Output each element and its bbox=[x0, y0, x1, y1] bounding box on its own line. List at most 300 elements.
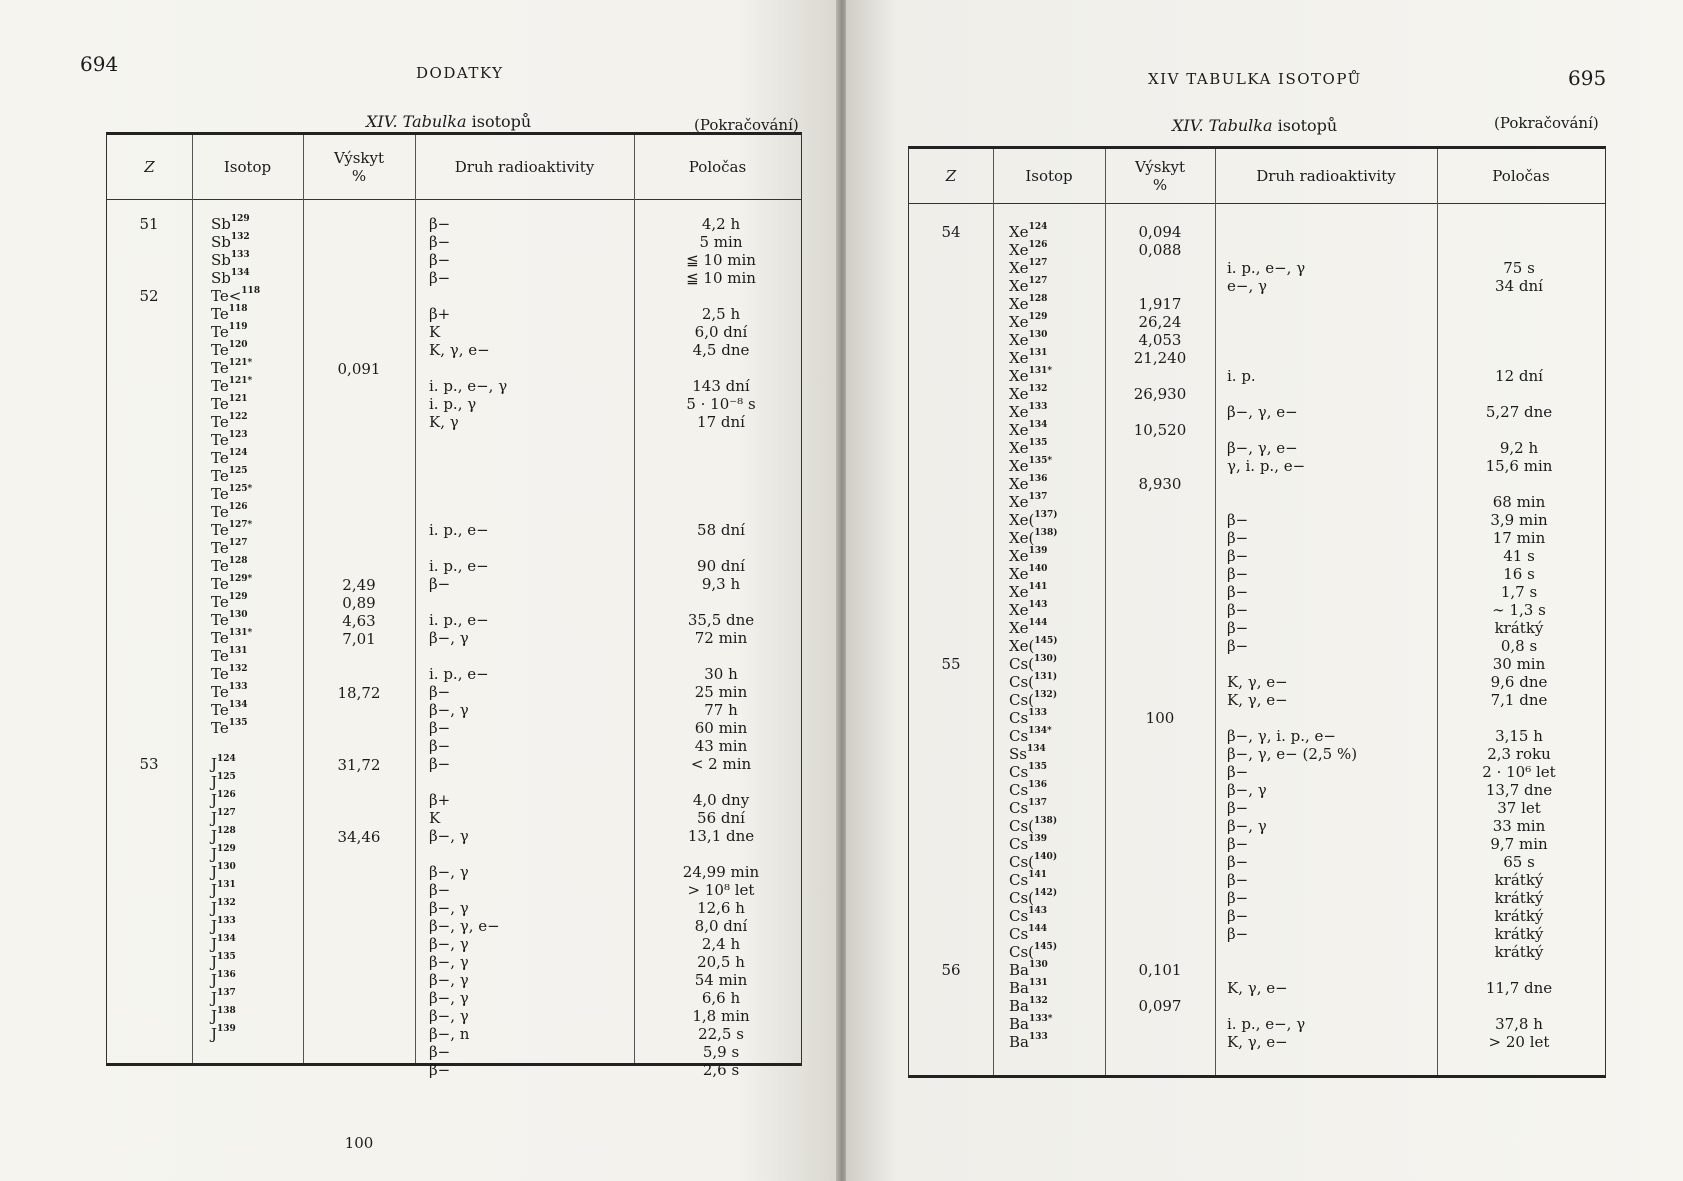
z-cell bbox=[119, 413, 179, 431]
mass-number: 127* bbox=[228, 520, 253, 530]
z-cell bbox=[921, 547, 981, 565]
z-cell bbox=[119, 539, 179, 557]
halflife-cell: 5,9 s bbox=[702, 1043, 740, 1061]
mass-number: 126 bbox=[217, 790, 236, 800]
mass-number: 118 bbox=[228, 304, 248, 314]
occurrence-cell bbox=[1109, 727, 1211, 745]
z-cell bbox=[921, 439, 981, 457]
halflife-cell: 8,0 dní bbox=[694, 917, 748, 935]
isotope-cell bbox=[211, 413, 301, 431]
isotope-cell bbox=[1009, 295, 1103, 313]
isotope-cell bbox=[211, 863, 301, 881]
z-cell bbox=[119, 773, 179, 791]
isotope-cell bbox=[211, 683, 301, 701]
halflife-cell: 2,4 h bbox=[701, 935, 741, 953]
isotope-symbol: Xe bbox=[1009, 457, 1029, 475]
decay-cell: β−, γ bbox=[429, 701, 469, 719]
z-cell bbox=[921, 259, 981, 277]
decay-cell: β− bbox=[429, 755, 451, 773]
halflife-cell: krátký bbox=[1494, 925, 1544, 943]
isotope-cell bbox=[1009, 547, 1103, 565]
isotope-cell bbox=[1009, 277, 1103, 295]
occurrence-cell: 4,63 bbox=[342, 612, 376, 630]
isotope-cell bbox=[211, 629, 301, 647]
isotope-cell bbox=[1009, 1033, 1103, 1051]
isotope-cell bbox=[1009, 853, 1103, 871]
occurrence-cell bbox=[1109, 871, 1211, 889]
decay-cell: β−, γ, e− bbox=[429, 917, 500, 935]
isotope-symbol: Te bbox=[211, 665, 229, 683]
column-divider bbox=[303, 135, 304, 1063]
occurrence-cell bbox=[1109, 547, 1211, 565]
decay-cell: β− bbox=[429, 719, 451, 737]
decay-column bbox=[429, 215, 629, 1079]
isotope-symbol: Ba bbox=[1009, 1033, 1029, 1051]
decay-cell bbox=[1227, 997, 1433, 1015]
occurrence-cell bbox=[307, 775, 411, 793]
halflife-cell: 5,27 dne bbox=[1485, 403, 1553, 421]
mass-number: 131 bbox=[1028, 978, 1048, 988]
mass-number: 139 bbox=[217, 1024, 236, 1034]
decay-cell: β− bbox=[1227, 601, 1249, 619]
occurrence-cell bbox=[1109, 1015, 1211, 1033]
continued-label: (Pokračování) bbox=[694, 116, 799, 134]
halflife-cell: 35,5 dne bbox=[687, 611, 755, 629]
isotope-cell bbox=[1009, 709, 1103, 727]
occurrence-cell: 0,094 bbox=[1138, 223, 1182, 241]
occurrence-cell bbox=[1109, 691, 1211, 709]
mass-number: 133 bbox=[1028, 708, 1047, 718]
isotope-cell bbox=[211, 377, 301, 395]
occurrence-cell bbox=[1109, 853, 1211, 871]
isotope-cell bbox=[211, 251, 301, 269]
isotope-symbol: Te bbox=[211, 305, 229, 323]
isotope-cell bbox=[1009, 331, 1103, 349]
occurrence-cell bbox=[307, 1117, 411, 1135]
isotope-cell bbox=[1009, 511, 1103, 529]
halflife-cell bbox=[1449, 997, 1589, 1015]
isotope-table bbox=[106, 132, 802, 1152]
halflife-cell: 6,6 h bbox=[701, 989, 741, 1007]
mass-number: 129 bbox=[217, 844, 236, 854]
mass-number: 131* bbox=[1028, 366, 1053, 376]
isotope-symbol: J bbox=[211, 809, 218, 827]
z-cell bbox=[921, 493, 981, 511]
halflife-column bbox=[651, 215, 791, 1079]
occurrence-cell bbox=[1109, 745, 1211, 763]
z-cell: 53 bbox=[139, 755, 159, 773]
mass-number: 135 bbox=[1028, 438, 1048, 448]
halflife-cell: 2,5 h bbox=[701, 305, 741, 323]
isotope-symbol: Te bbox=[211, 611, 229, 629]
isotope-symbol: Te bbox=[211, 593, 229, 611]
isotope-symbol: Ba bbox=[1009, 961, 1029, 979]
mass-number: 127 bbox=[217, 808, 236, 818]
mass-number: 133 bbox=[1028, 1032, 1048, 1042]
occurrence-cell bbox=[307, 739, 411, 757]
decay-cell bbox=[429, 539, 629, 557]
mass-number: 137 bbox=[1028, 798, 1047, 808]
halflife-cell: 4,2 h bbox=[701, 215, 741, 233]
occurrence-cell bbox=[1109, 529, 1211, 547]
decay-cell: β− bbox=[1227, 511, 1249, 529]
decay-cell: β− bbox=[1227, 583, 1249, 601]
z-cell bbox=[119, 503, 179, 521]
running-head: DODATKY bbox=[416, 64, 504, 82]
mass-number: 131) bbox=[1034, 672, 1058, 682]
occurrence-cell bbox=[307, 523, 411, 541]
mass-number: 124 bbox=[1028, 222, 1048, 232]
isotope-cell bbox=[1009, 943, 1103, 961]
occurrence-cell bbox=[307, 235, 411, 253]
mass-number: 136 bbox=[1028, 474, 1048, 484]
decay-cell: i. p., e−, γ bbox=[429, 377, 508, 395]
occurrence-cell bbox=[1109, 655, 1211, 673]
isotope-symbol: Te bbox=[211, 647, 229, 665]
table-caption bbox=[366, 112, 531, 131]
isotope-symbol: Xe bbox=[1009, 295, 1029, 313]
isotope-cell bbox=[1009, 907, 1103, 925]
isotope-symbol: Te bbox=[211, 629, 229, 647]
isotope-cell bbox=[1009, 655, 1103, 673]
isotope-symbol: J bbox=[211, 971, 218, 989]
z-cell bbox=[921, 817, 981, 835]
z-cell bbox=[119, 557, 179, 575]
decay-cell: K, γ, e− bbox=[429, 341, 490, 359]
decay-cell: β−, γ bbox=[429, 989, 469, 1007]
z-cell bbox=[119, 593, 179, 611]
halflife-cell bbox=[1449, 961, 1589, 979]
mass-number: 134 bbox=[217, 934, 236, 944]
column-divider bbox=[415, 135, 416, 1063]
occurrence-cell bbox=[307, 721, 411, 739]
occurrence-cell: 0,89 bbox=[342, 594, 376, 612]
isotope-cell bbox=[211, 521, 301, 539]
occurrence-cell bbox=[1109, 259, 1211, 277]
halflife-cell: > 20 let bbox=[1488, 1033, 1550, 1051]
decay-cell bbox=[1227, 475, 1433, 493]
table-caption bbox=[1172, 116, 1337, 135]
isotope-cell bbox=[211, 917, 301, 935]
mass-number: 127 bbox=[1028, 258, 1048, 268]
halflife-cell: 37,8 h bbox=[1495, 1015, 1543, 1033]
isotope-cell bbox=[211, 953, 301, 971]
halflife-cell: 56 dní bbox=[697, 809, 745, 827]
isotope-symbol: Sb bbox=[211, 251, 231, 269]
halflife-cell: 16 s bbox=[1503, 565, 1535, 583]
decay-cell bbox=[429, 647, 629, 665]
mass-number: 139 bbox=[1028, 546, 1048, 556]
halflife-cell: 68 min bbox=[1492, 493, 1546, 511]
occurrence-cell: 7,01 bbox=[342, 630, 376, 648]
mass-number: 120 bbox=[228, 340, 248, 350]
occurrence-cell bbox=[307, 1027, 411, 1045]
decay-cell: i. p., e−, γ bbox=[1227, 259, 1306, 277]
mass-number: 133 bbox=[228, 682, 248, 692]
isotope-cell bbox=[211, 269, 301, 287]
decay-cell bbox=[1227, 223, 1433, 241]
mass-number: 132 bbox=[1028, 384, 1048, 394]
decay-cell: β− bbox=[1227, 547, 1249, 565]
isotope-symbol: Sb bbox=[211, 233, 231, 251]
decay-cell bbox=[429, 503, 629, 521]
occurrence-cell bbox=[307, 451, 411, 469]
z-cell bbox=[119, 917, 179, 935]
mass-number: 131 bbox=[217, 880, 236, 890]
decay-cell: i. p., e− bbox=[429, 611, 489, 629]
isotope-symbol: Ba bbox=[1009, 997, 1029, 1015]
halflife-cell bbox=[1449, 709, 1589, 727]
mass-number: 130 bbox=[1028, 960, 1048, 970]
isotope-symbol: Te bbox=[211, 359, 229, 377]
isotope-symbol: J bbox=[211, 917, 218, 935]
occurrence-cell bbox=[307, 325, 411, 343]
header-decay: Druh radioaktivity bbox=[1256, 167, 1396, 185]
isotope-symbol: Te bbox=[211, 413, 229, 431]
isotope-symbol: Xe bbox=[1009, 259, 1029, 277]
isotope-symbol: Cs( bbox=[1009, 655, 1035, 673]
isotope-symbol: Xe( bbox=[1009, 637, 1035, 655]
isotope-symbol: Cs( bbox=[1009, 817, 1035, 835]
isotope-cell bbox=[211, 485, 301, 503]
halflife-cell: 43 min bbox=[694, 737, 748, 755]
decay-cell: β− bbox=[429, 737, 451, 755]
header-halflife: Poločas bbox=[688, 158, 747, 176]
occurrence-cell bbox=[1109, 907, 1211, 925]
halflife-cell bbox=[651, 359, 791, 377]
decay-cell: β− bbox=[1227, 619, 1249, 637]
occurrence-cell: 34,46 bbox=[337, 828, 381, 846]
decay-cell bbox=[429, 359, 629, 377]
halflife-cell: 3,9 min bbox=[1490, 511, 1548, 529]
decay-cell: β+ bbox=[429, 791, 451, 809]
halflife-column bbox=[1449, 223, 1589, 1051]
header-halflife: Poločas bbox=[1492, 167, 1550, 185]
halflife-cell: < 2 min bbox=[690, 755, 752, 773]
caption-word: Tabulka bbox=[1208, 116, 1273, 135]
z-cell bbox=[921, 1015, 981, 1033]
halflife-cell bbox=[651, 647, 791, 665]
decay-cell: K, γ, e− bbox=[1227, 1033, 1288, 1051]
isotope-cell bbox=[1009, 439, 1103, 457]
mass-number: 137 bbox=[1028, 492, 1048, 502]
z-cell bbox=[921, 925, 981, 943]
halflife-cell: 13,1 dne bbox=[687, 827, 755, 845]
halflife-cell: 6,0 dní bbox=[694, 323, 748, 341]
halflife-cell: 9,3 h bbox=[701, 575, 741, 593]
decay-cell: β− bbox=[1227, 529, 1249, 547]
z-cell bbox=[119, 233, 179, 251]
decay-cell: i. p., e− bbox=[429, 521, 489, 539]
isotope-cell bbox=[211, 467, 301, 485]
z-cell bbox=[921, 745, 981, 763]
halflife-cell: 11,7 dne bbox=[1485, 979, 1553, 997]
mass-number: 124 bbox=[217, 754, 236, 764]
decay-cell: γ, i. p., e− bbox=[1227, 457, 1306, 475]
isotope-symbol: Xe bbox=[1009, 349, 1029, 367]
isotope-cell bbox=[211, 575, 301, 593]
occurrence-cell bbox=[1109, 673, 1211, 691]
halflife-cell: 1,7 s bbox=[1500, 583, 1538, 601]
decay-cell: K, γ, e− bbox=[1227, 979, 1288, 997]
isotope-symbol: Te bbox=[211, 503, 229, 521]
header-occurrence: Výskyt % bbox=[334, 149, 384, 185]
mass-number: 145) bbox=[1034, 636, 1058, 646]
isotope-symbol: J bbox=[211, 1025, 218, 1043]
mass-number: 138 bbox=[217, 1006, 236, 1016]
occurrence-cell: 1,917 bbox=[1138, 295, 1182, 313]
occurrence-cell: 26,24 bbox=[1138, 313, 1182, 331]
occurrence-cell: 10,520 bbox=[1133, 421, 1187, 439]
mass-number: 128 bbox=[228, 556, 248, 566]
z-cell bbox=[921, 241, 981, 259]
z-cell bbox=[119, 809, 179, 827]
isotope-cell bbox=[211, 791, 301, 809]
isotope-symbol: J bbox=[211, 899, 218, 917]
isotope-cell bbox=[1009, 583, 1103, 601]
decay-cell bbox=[429, 485, 629, 503]
z-cell bbox=[921, 691, 981, 709]
decay-cell: e−, γ bbox=[1227, 277, 1267, 295]
isotope-cell bbox=[1009, 979, 1103, 997]
occurrence-cell bbox=[1109, 493, 1211, 511]
column-divider bbox=[993, 149, 994, 1075]
isotope-symbol: Cs bbox=[1009, 763, 1029, 781]
decay-cell bbox=[429, 431, 629, 449]
isotope-symbol: Te bbox=[211, 557, 229, 575]
isotope-cell bbox=[211, 899, 301, 917]
z-cell bbox=[921, 421, 981, 439]
isotope-cell bbox=[1009, 817, 1103, 835]
page-number: 694 bbox=[80, 52, 119, 76]
caption-rest: isotopů bbox=[466, 112, 532, 131]
z-cell bbox=[119, 971, 179, 989]
isotope-symbol: Ss bbox=[1009, 745, 1027, 763]
halflife-cell: 30 h bbox=[704, 665, 738, 683]
decay-cell: K, γ, e− bbox=[1227, 691, 1288, 709]
isotope-cell bbox=[1009, 367, 1103, 385]
occurrence-cell: 0,101 bbox=[1138, 961, 1182, 979]
decay-cell bbox=[1227, 961, 1433, 979]
halflife-cell: 12,6 h bbox=[697, 899, 745, 917]
isotope-symbol: Xe bbox=[1009, 313, 1029, 331]
decay-cell: β− bbox=[1227, 889, 1249, 907]
occurrence-cell bbox=[1109, 439, 1211, 457]
isotope-column bbox=[211, 215, 301, 1043]
decay-cell: β−, γ bbox=[429, 1007, 469, 1025]
halflife-cell bbox=[1449, 241, 1589, 259]
z-cell bbox=[921, 367, 981, 385]
isotope-cell bbox=[1009, 745, 1103, 763]
halflife-cell: krátký bbox=[1494, 943, 1544, 961]
header-occurrence: Výskyt % bbox=[1135, 158, 1185, 194]
halflife-cell: 25 min bbox=[694, 683, 748, 701]
decay-cell: β− bbox=[429, 251, 451, 269]
mass-number: 132 bbox=[1028, 996, 1048, 1006]
decay-cell: β− bbox=[429, 575, 451, 593]
z-cell bbox=[119, 449, 179, 467]
occurrence-cell: 26,930 bbox=[1133, 385, 1187, 403]
z-cell bbox=[119, 521, 179, 539]
isotope-symbol: Xe bbox=[1009, 565, 1029, 583]
occurrence-cell bbox=[307, 901, 411, 919]
mass-number: 133 bbox=[1028, 402, 1048, 412]
z-cell bbox=[119, 485, 179, 503]
occurrence-cell bbox=[1109, 817, 1211, 835]
halflife-cell bbox=[651, 773, 791, 791]
occurrence-cell bbox=[1109, 403, 1211, 421]
isotope-cell bbox=[1009, 997, 1103, 1015]
decay-cell bbox=[429, 449, 629, 467]
occurrence-column bbox=[307, 217, 411, 1153]
z-cell bbox=[921, 835, 981, 853]
isotope-symbol: Cs bbox=[1009, 907, 1029, 925]
z-cell bbox=[119, 1025, 179, 1043]
header-isotope: Isotop bbox=[1025, 167, 1073, 185]
header-z: Z bbox=[144, 158, 155, 176]
halflife-cell: krátký bbox=[1494, 907, 1544, 925]
isotope-cell bbox=[211, 989, 301, 1007]
isotope-cell bbox=[1009, 421, 1103, 439]
z-cell bbox=[921, 277, 981, 295]
mass-number: 132 bbox=[230, 232, 250, 242]
mass-number: 138) bbox=[1034, 816, 1058, 826]
halflife-cell: 17 dní bbox=[697, 413, 745, 431]
occurrence-cell bbox=[1109, 511, 1211, 529]
halflife-cell bbox=[651, 539, 791, 557]
mass-number: 125* bbox=[228, 484, 253, 494]
isotope-symbol: Xe bbox=[1009, 277, 1029, 295]
halflife-cell: 3,15 h bbox=[1495, 727, 1543, 745]
occurrence-cell bbox=[1109, 1033, 1211, 1051]
decay-cell bbox=[429, 773, 629, 791]
mass-number: 127 bbox=[1028, 276, 1048, 286]
isotope-symbol: Xe bbox=[1009, 601, 1029, 619]
isotope-cell bbox=[1009, 889, 1103, 907]
occurrence-cell bbox=[307, 703, 411, 721]
mass-number: 137) bbox=[1034, 510, 1058, 520]
halflife-cell bbox=[651, 845, 791, 863]
isotope-cell bbox=[1009, 565, 1103, 583]
isotope-symbol: Te bbox=[211, 521, 229, 539]
isotope-cell bbox=[1009, 727, 1103, 745]
occurrence-cell bbox=[1109, 367, 1211, 385]
halflife-cell: 75 s bbox=[1503, 259, 1535, 277]
z-cell bbox=[921, 583, 981, 601]
isotope-cell bbox=[211, 665, 301, 683]
occurrence-cell bbox=[307, 253, 411, 271]
occurrence-cell bbox=[1109, 619, 1211, 637]
mass-number: 133 bbox=[217, 916, 236, 926]
mass-number: 131* bbox=[228, 628, 253, 638]
caption-rest: isotopů bbox=[1272, 116, 1338, 135]
halflife-cell: 90 dní bbox=[697, 557, 745, 575]
isotope-cell bbox=[211, 935, 301, 953]
z-cell bbox=[119, 305, 179, 323]
z-cell bbox=[119, 269, 179, 287]
column-divider bbox=[634, 135, 635, 1063]
halflife-cell: krátký bbox=[1494, 871, 1544, 889]
decay-cell: β−, γ bbox=[429, 899, 469, 917]
occurrence-cell: 31,72 bbox=[337, 756, 381, 774]
decay-cell: β−, γ bbox=[429, 953, 469, 971]
occurrence-cell bbox=[307, 793, 411, 811]
decay-cell: β− bbox=[429, 881, 451, 899]
occurrence-cell bbox=[307, 271, 411, 289]
occurrence-cell bbox=[1109, 925, 1211, 943]
caption-prefix: XIV. bbox=[1172, 116, 1204, 135]
occurrence-cell bbox=[307, 487, 411, 505]
